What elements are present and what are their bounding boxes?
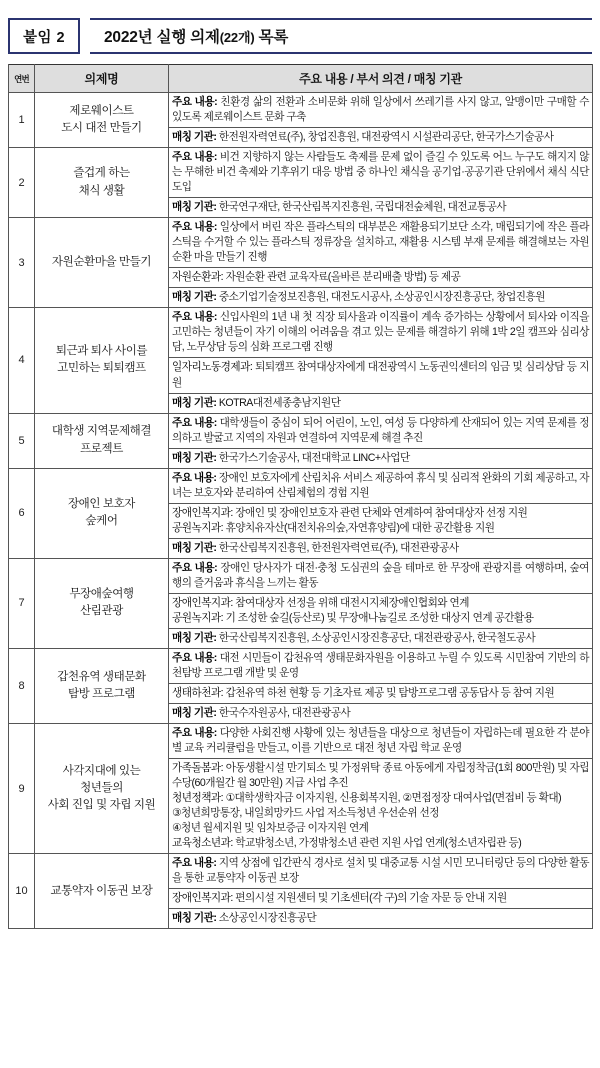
page-title-count: (22개) xyxy=(219,30,255,45)
detail-label: 가족돌봄과: xyxy=(172,762,226,775)
agenda-name xyxy=(35,308,169,413)
detail-text: ③청년희망통장, 내일희망카드 사업 저소득청년 우선순위 선정 xyxy=(172,807,439,820)
detail-line xyxy=(172,856,589,886)
detail-segment xyxy=(169,128,592,147)
detail-label: 매칭 기관: xyxy=(172,396,219,409)
detail-line xyxy=(172,541,589,556)
table-row xyxy=(9,308,593,413)
detail-line xyxy=(172,651,589,681)
agenda-name-line: 제로웨이스트 xyxy=(69,104,134,117)
detail-segment xyxy=(169,649,592,684)
detail-text: 아동생활시설 만기퇴소 및 가정위탁 종료 아동에게 자립정착금(1회 800만원) 및 자립수당(60개월간 월 30만원) 지급 사업 추진 xyxy=(172,762,589,790)
detail-segment xyxy=(169,414,592,449)
agenda-detail xyxy=(169,724,593,854)
table-header xyxy=(9,65,593,93)
row-number: 7 xyxy=(9,558,35,648)
agenda-name-line: 산림관광 xyxy=(80,605,123,618)
detail-text: 한국연구재단, 한국산림복지진흥원, 국립대전숲체원, 대전교통공사 xyxy=(218,201,507,214)
detail-text: 장애인 및 장애인보호자 관련 단체와 연계하여 참여대상자 선정 지원 xyxy=(235,506,528,519)
detail-segment xyxy=(169,629,592,648)
detail-line xyxy=(172,806,589,821)
detail-text: 다양한 사회진행 사황에 있는 청년들을 대상으로 청년들이 자립하는데 필요한 각 분야별 교육 커리큘럼을 만들고, 이를 기반으로 대전 청년 자립 학교 운영 xyxy=(172,727,589,755)
row-number: 3 xyxy=(9,218,35,308)
detail-line xyxy=(172,451,589,466)
table-row xyxy=(9,558,593,648)
detail-line xyxy=(172,596,589,611)
detail-text: 한전원자력연료(주), 창업진흥원, 대전광역시 시설관리공단, 한국가스기술공사 xyxy=(218,131,554,144)
detail-label: 주요 내용: xyxy=(172,471,219,484)
detail-label: 매칭 기관: xyxy=(172,912,219,925)
detail-label: 주요 내용: xyxy=(172,857,219,870)
detail-line xyxy=(172,200,589,215)
agenda-name xyxy=(35,724,169,854)
agenda-name-line: 사회 진입 및 자립 지원 xyxy=(47,799,156,812)
detail-text: 한국산림복지진흥원, 소상공인시장진흥공단, 대전관광공사, 한국철도공사 xyxy=(218,631,536,644)
page-title-tail: 목록 xyxy=(254,29,289,46)
detail-line xyxy=(172,686,589,701)
row-number: 6 xyxy=(9,468,35,558)
detail-segment xyxy=(169,218,592,268)
detail-segment xyxy=(169,449,592,468)
detail-line xyxy=(172,220,589,265)
detail-segment xyxy=(169,724,592,759)
agenda-detail xyxy=(169,218,593,308)
detail-label: 매칭 기관: xyxy=(172,201,219,214)
detail-text: ①대학생학자금 이자지원, 신용회복지원, ②면접정장 대여사업(면접비 등 확대) xyxy=(225,792,562,805)
agenda-name xyxy=(35,413,169,468)
agenda-name-line: 청년들의 xyxy=(80,782,123,795)
column-header-no: 연번 xyxy=(9,65,35,93)
detail-segment xyxy=(169,704,592,723)
detail-label: 장애인복지과: xyxy=(172,506,236,519)
detail-line xyxy=(172,416,589,446)
detail-segment xyxy=(169,148,592,198)
detail-label: 매칭 기관: xyxy=(172,631,219,644)
detail-segment xyxy=(169,93,592,128)
detail-stack xyxy=(169,308,592,412)
agenda-detail xyxy=(169,93,593,148)
detail-text: 편의시설 지원센터 및 기초센터(각 구)의 기술 자문 등 안내 지원 xyxy=(235,892,507,905)
page-title-main: 2022년 실행 의제 xyxy=(104,29,220,46)
detail-label: 주요 내용: xyxy=(172,651,220,664)
table-body xyxy=(9,93,593,929)
agenda-detail xyxy=(169,413,593,468)
detail-segment xyxy=(169,759,592,853)
detail-line xyxy=(172,911,589,926)
detail-label: 일자리노동경제과: xyxy=(172,361,256,374)
agenda-name xyxy=(35,648,169,723)
table-row xyxy=(9,148,593,218)
detail-text: 대학생들이 중심이 되어 어린이, 노인, 여성 등 다양하게 산재되어 있는 지역 문제를 정의하고 발굴고 지역의 자원과 연결하여 지역문제 해결 추진 xyxy=(172,416,589,444)
detail-segment xyxy=(169,268,592,288)
detail-segment xyxy=(169,559,592,594)
detail-line xyxy=(172,290,589,305)
row-number: 10 xyxy=(9,854,35,929)
agenda-name xyxy=(35,854,169,929)
agenda-name xyxy=(35,468,169,558)
detail-segment xyxy=(169,504,592,539)
agenda-name-line: 퇴근과 퇴사 사이를 xyxy=(55,345,148,358)
agenda-name-line: 도시 대전 만들기 xyxy=(61,122,142,135)
detail-label: 생태하천과: xyxy=(172,687,226,700)
detail-line xyxy=(172,791,589,806)
detail-label: 매칭 기관: xyxy=(172,451,219,464)
detail-text: ④청년 월세지원 및 임차보증금 이자지원 연계 xyxy=(172,822,369,835)
detail-label: 주요 내용: xyxy=(172,221,220,234)
table-header-row xyxy=(9,65,593,93)
agenda-detail xyxy=(169,558,593,648)
detail-segment xyxy=(169,394,592,413)
detail-label: 주요 내용: xyxy=(172,151,220,164)
row-number: 8 xyxy=(9,648,35,723)
detail-text: 한국수자원공사, 대전관광공사 xyxy=(218,707,351,720)
agenda-name-line: 사각지대에 있는 xyxy=(62,764,141,777)
detail-line xyxy=(172,631,589,646)
detail-stack xyxy=(169,559,592,648)
detail-text: 퇴퇴캠프 참여대상자에게 대전광역시 노동권익센터의 임금 및 심리상담 등 지원 xyxy=(172,361,589,389)
detail-text: KOTRA대전세종충남지원단 xyxy=(218,396,341,409)
detail-label: 장애인복지과: xyxy=(172,596,236,609)
detail-label: 주요 내용: xyxy=(172,311,220,324)
agenda-name-line: 즐겁게 하는 xyxy=(73,167,130,180)
detail-line xyxy=(172,150,589,195)
detail-segment xyxy=(169,539,592,558)
detail-text: 한국산림복지진흥원, 한전원자력연료(주), 대전관광공사 xyxy=(218,541,459,554)
detail-line xyxy=(172,471,589,501)
detail-line xyxy=(172,706,589,721)
detail-line xyxy=(172,270,589,285)
agenda-name xyxy=(35,558,169,648)
agenda-name-line: 대학생 지역문제해결 xyxy=(51,425,152,438)
detail-segment xyxy=(169,889,592,909)
detail-text: 신입사원의 1년 내 첫 직장 퇴사율과 이직률이 계속 증가하는 상황에서 퇴사와 이직을 고민하는 청년들이 자기 이해의 어려움을 겪고 있는 문제를 해결하기 위해 1박 2일 캠프와 심리상담, 노무상담 등의 심화 프로그램 진행 xyxy=(172,311,589,354)
detail-line xyxy=(172,726,589,756)
table-row xyxy=(9,724,593,854)
agenda-name-line: 채식 생활 xyxy=(78,184,125,197)
agenda-name-line: 무장애숲여행 xyxy=(69,588,134,601)
detail-line xyxy=(172,360,589,390)
detail-stack xyxy=(169,724,592,853)
row-number: 9 xyxy=(9,724,35,854)
document-page xyxy=(0,18,600,1068)
detail-label: 장애인복지과: xyxy=(172,892,236,905)
detail-stack xyxy=(169,649,592,723)
agenda-name-line: 숲케어 xyxy=(85,515,118,528)
table-row xyxy=(9,93,593,148)
detail-label: 매칭 기관: xyxy=(172,707,219,720)
detail-label: 공원녹지과: xyxy=(172,521,226,534)
column-header-name: 의제명 xyxy=(35,65,169,93)
detail-stack xyxy=(169,93,592,147)
agenda-table xyxy=(8,64,593,929)
agenda-name-line: 탐방 프로그램 xyxy=(67,688,136,701)
detail-text: 지역 상점에 입간판식 경사로 설치 및 대중교통 시설 시민 모니터링단 등의 다양한 활동을 통한 교통약자 이동권 보장 xyxy=(172,857,589,885)
agenda-name xyxy=(35,148,169,218)
detail-segment xyxy=(169,594,592,629)
detail-line xyxy=(172,521,589,536)
agenda-name xyxy=(35,218,169,308)
detail-text: 중소기업기술정보진흥원, 대전도시공사, 소상공인시장진흥공단, 창업진흥원 xyxy=(218,291,545,304)
detail-line xyxy=(172,396,589,411)
row-number: 2 xyxy=(9,148,35,218)
detail-segment xyxy=(169,358,592,393)
agenda-detail xyxy=(169,308,593,413)
detail-label: 주요 내용: xyxy=(172,727,220,740)
detail-label: 매칭 기관: xyxy=(172,541,219,554)
agenda-name-line: 장애인 보호자 xyxy=(67,497,136,510)
detail-text: 참여대상자 선정을 위해 대전시지체장애인협회와 연계 xyxy=(235,596,469,609)
agenda-name xyxy=(35,93,169,148)
column-header-body: 주요 내용 / 부서 의견 / 매칭 기관 xyxy=(169,65,593,93)
page-title xyxy=(104,25,288,47)
detail-text: 비건 지향하지 않는 사람들도 축제를 문제 없이 즐길 수 있도록 어느 누구도 해지지 않는 무해한 비건 축제와 기후위기 대응 방법 중 하나인 채식을 공기업·공공기관 단위에서 채식 식단 도입 xyxy=(172,151,589,194)
detail-line xyxy=(172,506,589,521)
table-row xyxy=(9,854,593,929)
table-row xyxy=(9,218,593,308)
detail-label: 매칭 기관: xyxy=(172,291,219,304)
agenda-name-line: 프로젝트 xyxy=(80,442,123,455)
detail-label: 주요 내용: xyxy=(172,416,220,429)
detail-line xyxy=(172,310,589,355)
detail-segment xyxy=(169,308,592,358)
detail-text: 일상에서 버린 작은 플라스틱의 대부분은 재활용되기보단 소각, 매립되기에 작은 플라스틱을 수거할 수 있는 플라스틱 정류장을 설치하고, 재활용 시스템 부재 문제를 해결해보는 자원순환 마을 만들기 진행 xyxy=(172,221,589,264)
detail-label: 매칭 기관: xyxy=(172,131,219,144)
detail-stack xyxy=(169,469,592,558)
table-row xyxy=(9,648,593,723)
detail-text: 친환경 삶의 전환과 소비문화 위해 일상에서 쓰레기를 사지 않고, 알맹이만 구매할 수 있도록 제로웨이스트 문화 구축 xyxy=(172,96,589,124)
detail-text: 기 조성한 숲길(등산로) 및 무장애나눔길로 조성한 대상지 연계 공간활용 xyxy=(225,611,534,624)
detail-segment xyxy=(169,288,592,307)
detail-text: 학교밖청소년, 가정밖청소년 관련 지원 사업 연계(청소년자립관 등) xyxy=(235,837,522,850)
detail-line xyxy=(172,561,589,591)
detail-text: 휴양치유자산(대전치유의숲,자연휴양림)에 대한 공간활용 지원 xyxy=(225,521,495,534)
detail-text: 소상공인시장진흥공단 xyxy=(218,912,317,925)
detail-text: 장애인 당사자가 대전·충청 도심권의 숲을 테마로 한 무장애 관광지를 여행하며, 숲여행의 즐거움과 휴식을 느끼는 활동 xyxy=(172,561,589,589)
detail-stack xyxy=(169,854,592,928)
agenda-name-line: 고민하는 퇴퇴캠프 xyxy=(57,362,146,375)
agenda-name-line: 갑천유역 생태문화 xyxy=(57,670,146,683)
detail-line xyxy=(172,130,589,145)
detail-line xyxy=(172,891,589,906)
detail-text: 장애인 보호자에게 산림치유 서비스 제공하여 휴식 및 심리적 완화의 기회 제공하고, 자녀는 보호자와 분리하여 산림체험의 경험 지원 xyxy=(172,471,589,499)
attachment-badge: 붙임 2 xyxy=(8,18,80,54)
table-row xyxy=(9,413,593,468)
detail-text: 대전 시민들이 갑천유역 생태문화자원을 이용하고 누릴 수 있도록 시민참여 기반의 하천탐방 프로그램 개발 및 운영 xyxy=(172,651,589,679)
detail-label: 주요 내용: xyxy=(172,96,221,108)
row-number: 1 xyxy=(9,93,35,148)
detail-label: 교육청소년과: xyxy=(172,837,236,850)
detail-label: 공원녹지과: xyxy=(172,611,226,624)
detail-stack xyxy=(169,218,592,307)
agenda-name-line: 자원순환마을 만들기 xyxy=(51,256,152,269)
agenda-detail xyxy=(169,468,593,558)
detail-stack xyxy=(169,414,592,468)
detail-segment xyxy=(169,198,592,217)
document-header xyxy=(8,18,592,54)
detail-line xyxy=(172,95,589,125)
detail-text: 자원순환 관련 교육자료(올바른 분리배출 방법) 등 제공 xyxy=(225,271,461,284)
detail-segment xyxy=(169,684,592,704)
detail-segment xyxy=(169,909,592,928)
agenda-detail xyxy=(169,854,593,929)
row-number: 5 xyxy=(9,413,35,468)
agenda-detail xyxy=(169,148,593,218)
detail-stack xyxy=(169,148,592,217)
detail-text: 한국가스기술공사, 대전대학교 LINC+사업단 xyxy=(218,451,410,464)
detail-line xyxy=(172,821,589,836)
detail-line xyxy=(172,611,589,626)
detail-line xyxy=(172,761,589,791)
detail-label: 청년정책과: xyxy=(172,792,226,805)
detail-segment xyxy=(169,469,592,504)
agenda-name-line: 교통약자 이동권 보장 xyxy=(50,884,153,897)
detail-label: 자원순환과: xyxy=(172,271,226,284)
detail-label: 주요 내용: xyxy=(172,561,221,574)
table-row xyxy=(9,468,593,558)
detail-line xyxy=(172,836,589,851)
agenda-detail xyxy=(169,648,593,723)
detail-segment xyxy=(169,854,592,889)
document-title-bar xyxy=(90,18,592,54)
detail-text: 갑천유역 하천 현황 등 기초자료 제공 및 탐방프로그램 공동답사 등 참여 지원 xyxy=(225,687,555,700)
row-number: 4 xyxy=(9,308,35,413)
